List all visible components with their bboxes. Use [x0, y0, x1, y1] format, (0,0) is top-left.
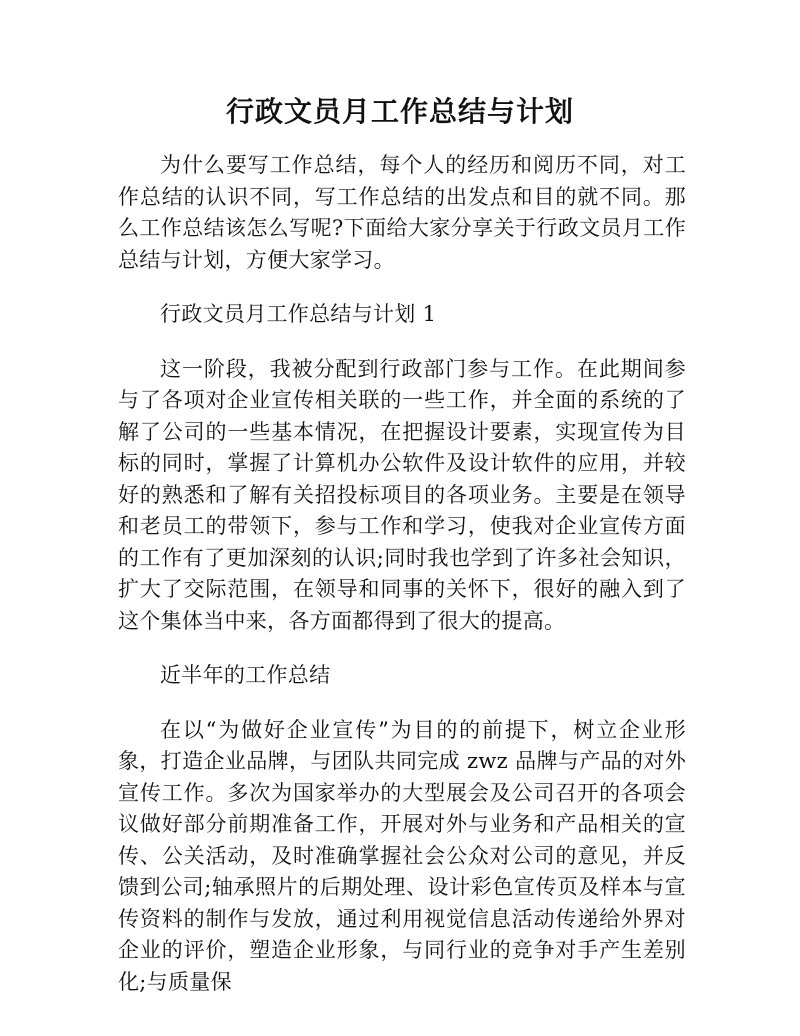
document-title: 行政文员月工作总结与计划 — [225, 95, 574, 128]
intro-paragraph: 为什么要写工作总结，每个人的经历和阅历不同，对工作总结的认识不同，写工作总结的出发点和目的就不同。那么工作总结该怎么写呢?下面给大家分享关于行政文员月工作总结与计划，方便大家学习。 — [118, 153, 686, 272]
section-heading-1: 行政文员月工作总结与计划 1 — [160, 302, 437, 326]
document-body — [118, 150, 686, 1021]
section-heading-2: 近半年的工作总结 — [160, 663, 331, 687]
section-paragraph-1: 这一阶段，我被分配到行政部门参与工作。在此期间参与了各项对企业宣传相关联的一些工作，并全面的系统的了解了公司的一些基本情况，在把握设计要素，实现宣传为目标的同时，掌握了计算机办公软件及设计软件的应用，并较好的熟悉和了解有关招投标项目的各项业务。主要是在领导和老员工的带领下，参与工作和学习，使我对企业宣传方面的工作有了更加深刻的认识;同时我也学到了许多社会知识，扩大了交际范围，在领导和同事的关怀下，很好的融入到了这个集体当中来，各方面都得到了很大的提高。 — [118, 356, 686, 633]
section-paragraph-2: 在以“为做好企业宣传”为目的的前提下，树立企业形象，打造企业品牌，与团队共同完成 zwz 品牌与产品的对外宣传工作。多次为国家举办的大型展会及公司召开的各项会议做好部分前期准备工作，开展对外与业务和产品相关的宣传、公关活动，及时准确掌握社会公众对公司的意见，并反馈到公司;轴承照片的后期处理、设计彩色宣传页及样本与宣传资料的制作与发放，通过利用视觉信息活动传递给外界对企业的评价，塑造企业形象，与同行业的竞争对手产生差别化;与质量保 — [118, 717, 686, 994]
